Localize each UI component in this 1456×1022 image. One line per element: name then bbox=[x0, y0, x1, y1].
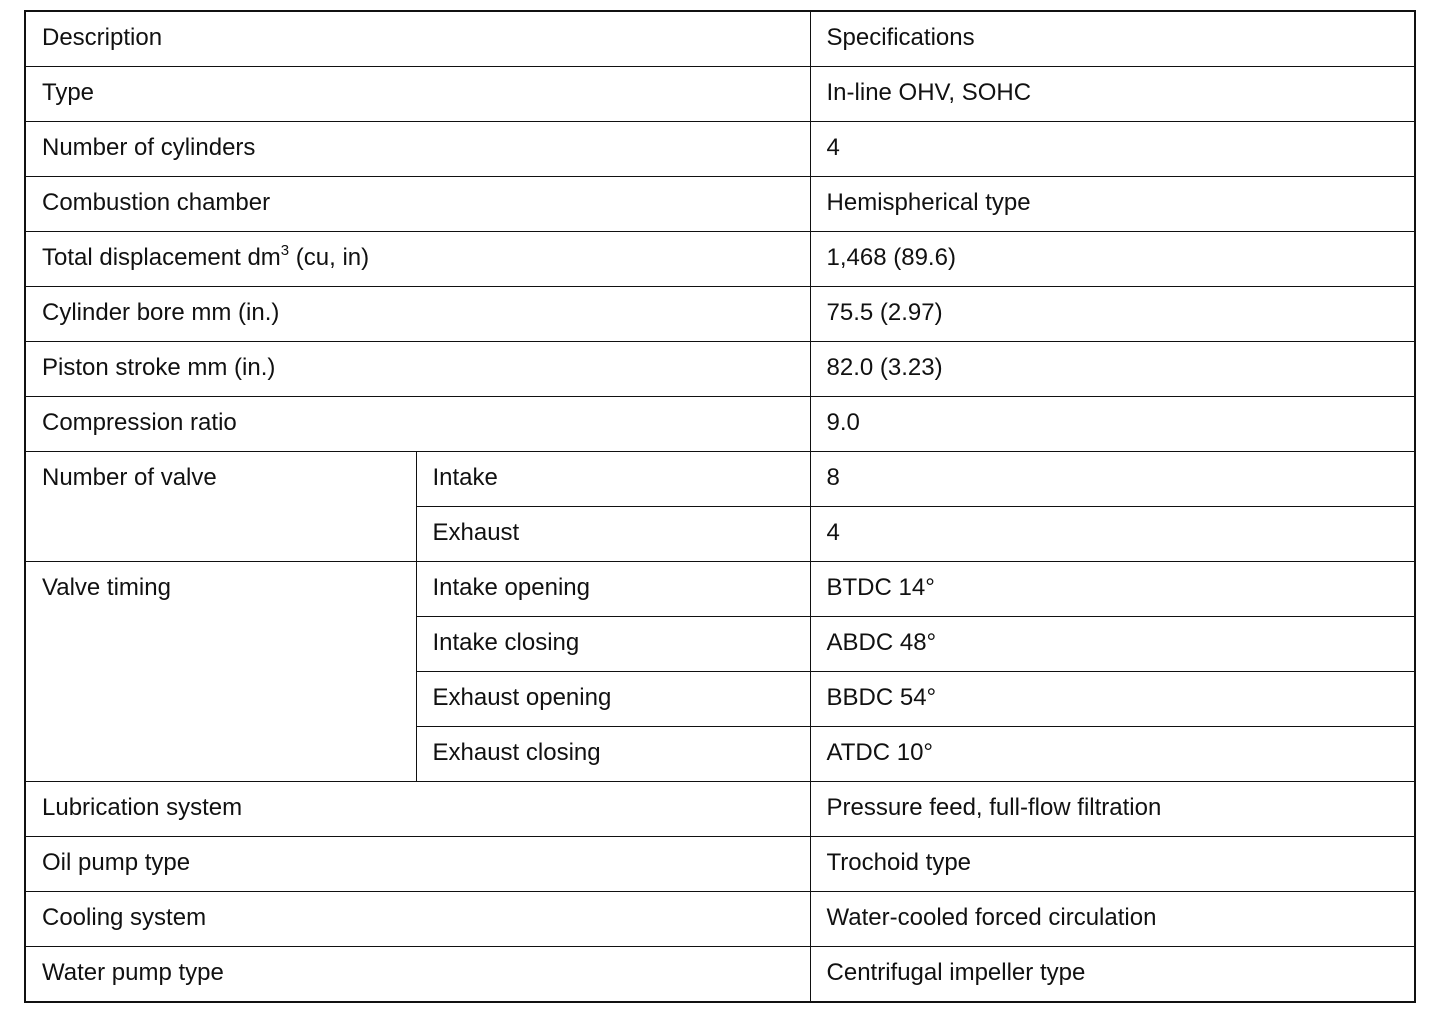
table-row bbox=[25, 452, 1415, 507]
row-value-cooling: Water-cooled forced circulation bbox=[810, 892, 1415, 947]
table-row bbox=[25, 397, 1415, 452]
table-row bbox=[25, 782, 1415, 837]
table-row bbox=[25, 232, 1415, 287]
row-value-intake-closing: ABDC 48° bbox=[810, 617, 1415, 672]
row-label-oil-pump: Oil pump type bbox=[25, 837, 810, 892]
row-label-valves: Number of valve bbox=[25, 452, 416, 562]
table-row bbox=[25, 342, 1415, 397]
row-sublabel-intake-closing: Intake closing bbox=[416, 617, 810, 672]
row-sublabel-valves-intake: Intake bbox=[416, 452, 810, 507]
header-specifications: Specifications bbox=[810, 11, 1415, 67]
row-value-displacement: 1,468 (89.6) bbox=[810, 232, 1415, 287]
table-row bbox=[25, 177, 1415, 232]
row-value-cylinders: 4 bbox=[810, 122, 1415, 177]
row-value-compression: 9.0 bbox=[810, 397, 1415, 452]
row-label-stroke: Piston stroke mm (in.) bbox=[25, 342, 810, 397]
row-label-water-pump: Water pump type bbox=[25, 947, 810, 1003]
row-label-type: Type bbox=[25, 67, 810, 122]
row-label-bore: Cylinder bore mm (in.) bbox=[25, 287, 810, 342]
row-value-exhaust-opening: BBDC 54° bbox=[810, 672, 1415, 727]
table-header-row bbox=[25, 11, 1415, 67]
row-label-chamber: Combustion chamber bbox=[25, 177, 810, 232]
table-row bbox=[25, 837, 1415, 892]
row-value-oil-pump: Trochoid type bbox=[810, 837, 1415, 892]
header-description: Description bbox=[25, 11, 810, 67]
row-label-cooling: Cooling system bbox=[25, 892, 810, 947]
row-value-bore: 75.5 (2.97) bbox=[810, 287, 1415, 342]
row-value-chamber: Hemispherical type bbox=[810, 177, 1415, 232]
row-value-valves-exhaust: 4 bbox=[810, 507, 1415, 562]
row-sublabel-intake-opening: Intake opening bbox=[416, 562, 810, 617]
row-label-cylinders: Number of cylinders bbox=[25, 122, 810, 177]
table-row bbox=[25, 67, 1415, 122]
row-value-water-pump: Centrifugal impeller type bbox=[810, 947, 1415, 1003]
row-sublabel-valves-exhaust: Exhaust bbox=[416, 507, 810, 562]
displacement-label-superscript: 3 bbox=[280, 242, 290, 259]
row-value-lubrication: Pressure feed, full-flow filtration bbox=[810, 782, 1415, 837]
row-sublabel-exhaust-closing: Exhaust closing bbox=[416, 727, 810, 782]
table-row bbox=[25, 892, 1415, 947]
table-row bbox=[25, 947, 1415, 1003]
table-row bbox=[25, 287, 1415, 342]
row-value-valves-intake: 8 bbox=[810, 452, 1415, 507]
displacement-label-units: (cu, in) bbox=[289, 244, 370, 271]
row-label-timing: Valve timing bbox=[25, 562, 416, 782]
row-value-stroke: 82.0 (3.23) bbox=[810, 342, 1415, 397]
row-value-type: In-line OHV, SOHC bbox=[810, 67, 1415, 122]
table-row bbox=[25, 122, 1415, 177]
row-label-compression: Compression ratio bbox=[25, 397, 810, 452]
row-sublabel-exhaust-opening: Exhaust opening bbox=[416, 672, 810, 727]
table-row bbox=[25, 562, 1415, 617]
displacement-label-text: Total displacement dm bbox=[42, 244, 281, 271]
engine-specifications-table bbox=[24, 10, 1416, 1003]
row-label-displacement bbox=[25, 232, 810, 287]
row-label-lubrication: Lubrication system bbox=[25, 782, 810, 837]
row-value-exhaust-closing: ATDC 10° bbox=[810, 727, 1415, 782]
row-value-intake-opening: BTDC 14° bbox=[810, 562, 1415, 617]
